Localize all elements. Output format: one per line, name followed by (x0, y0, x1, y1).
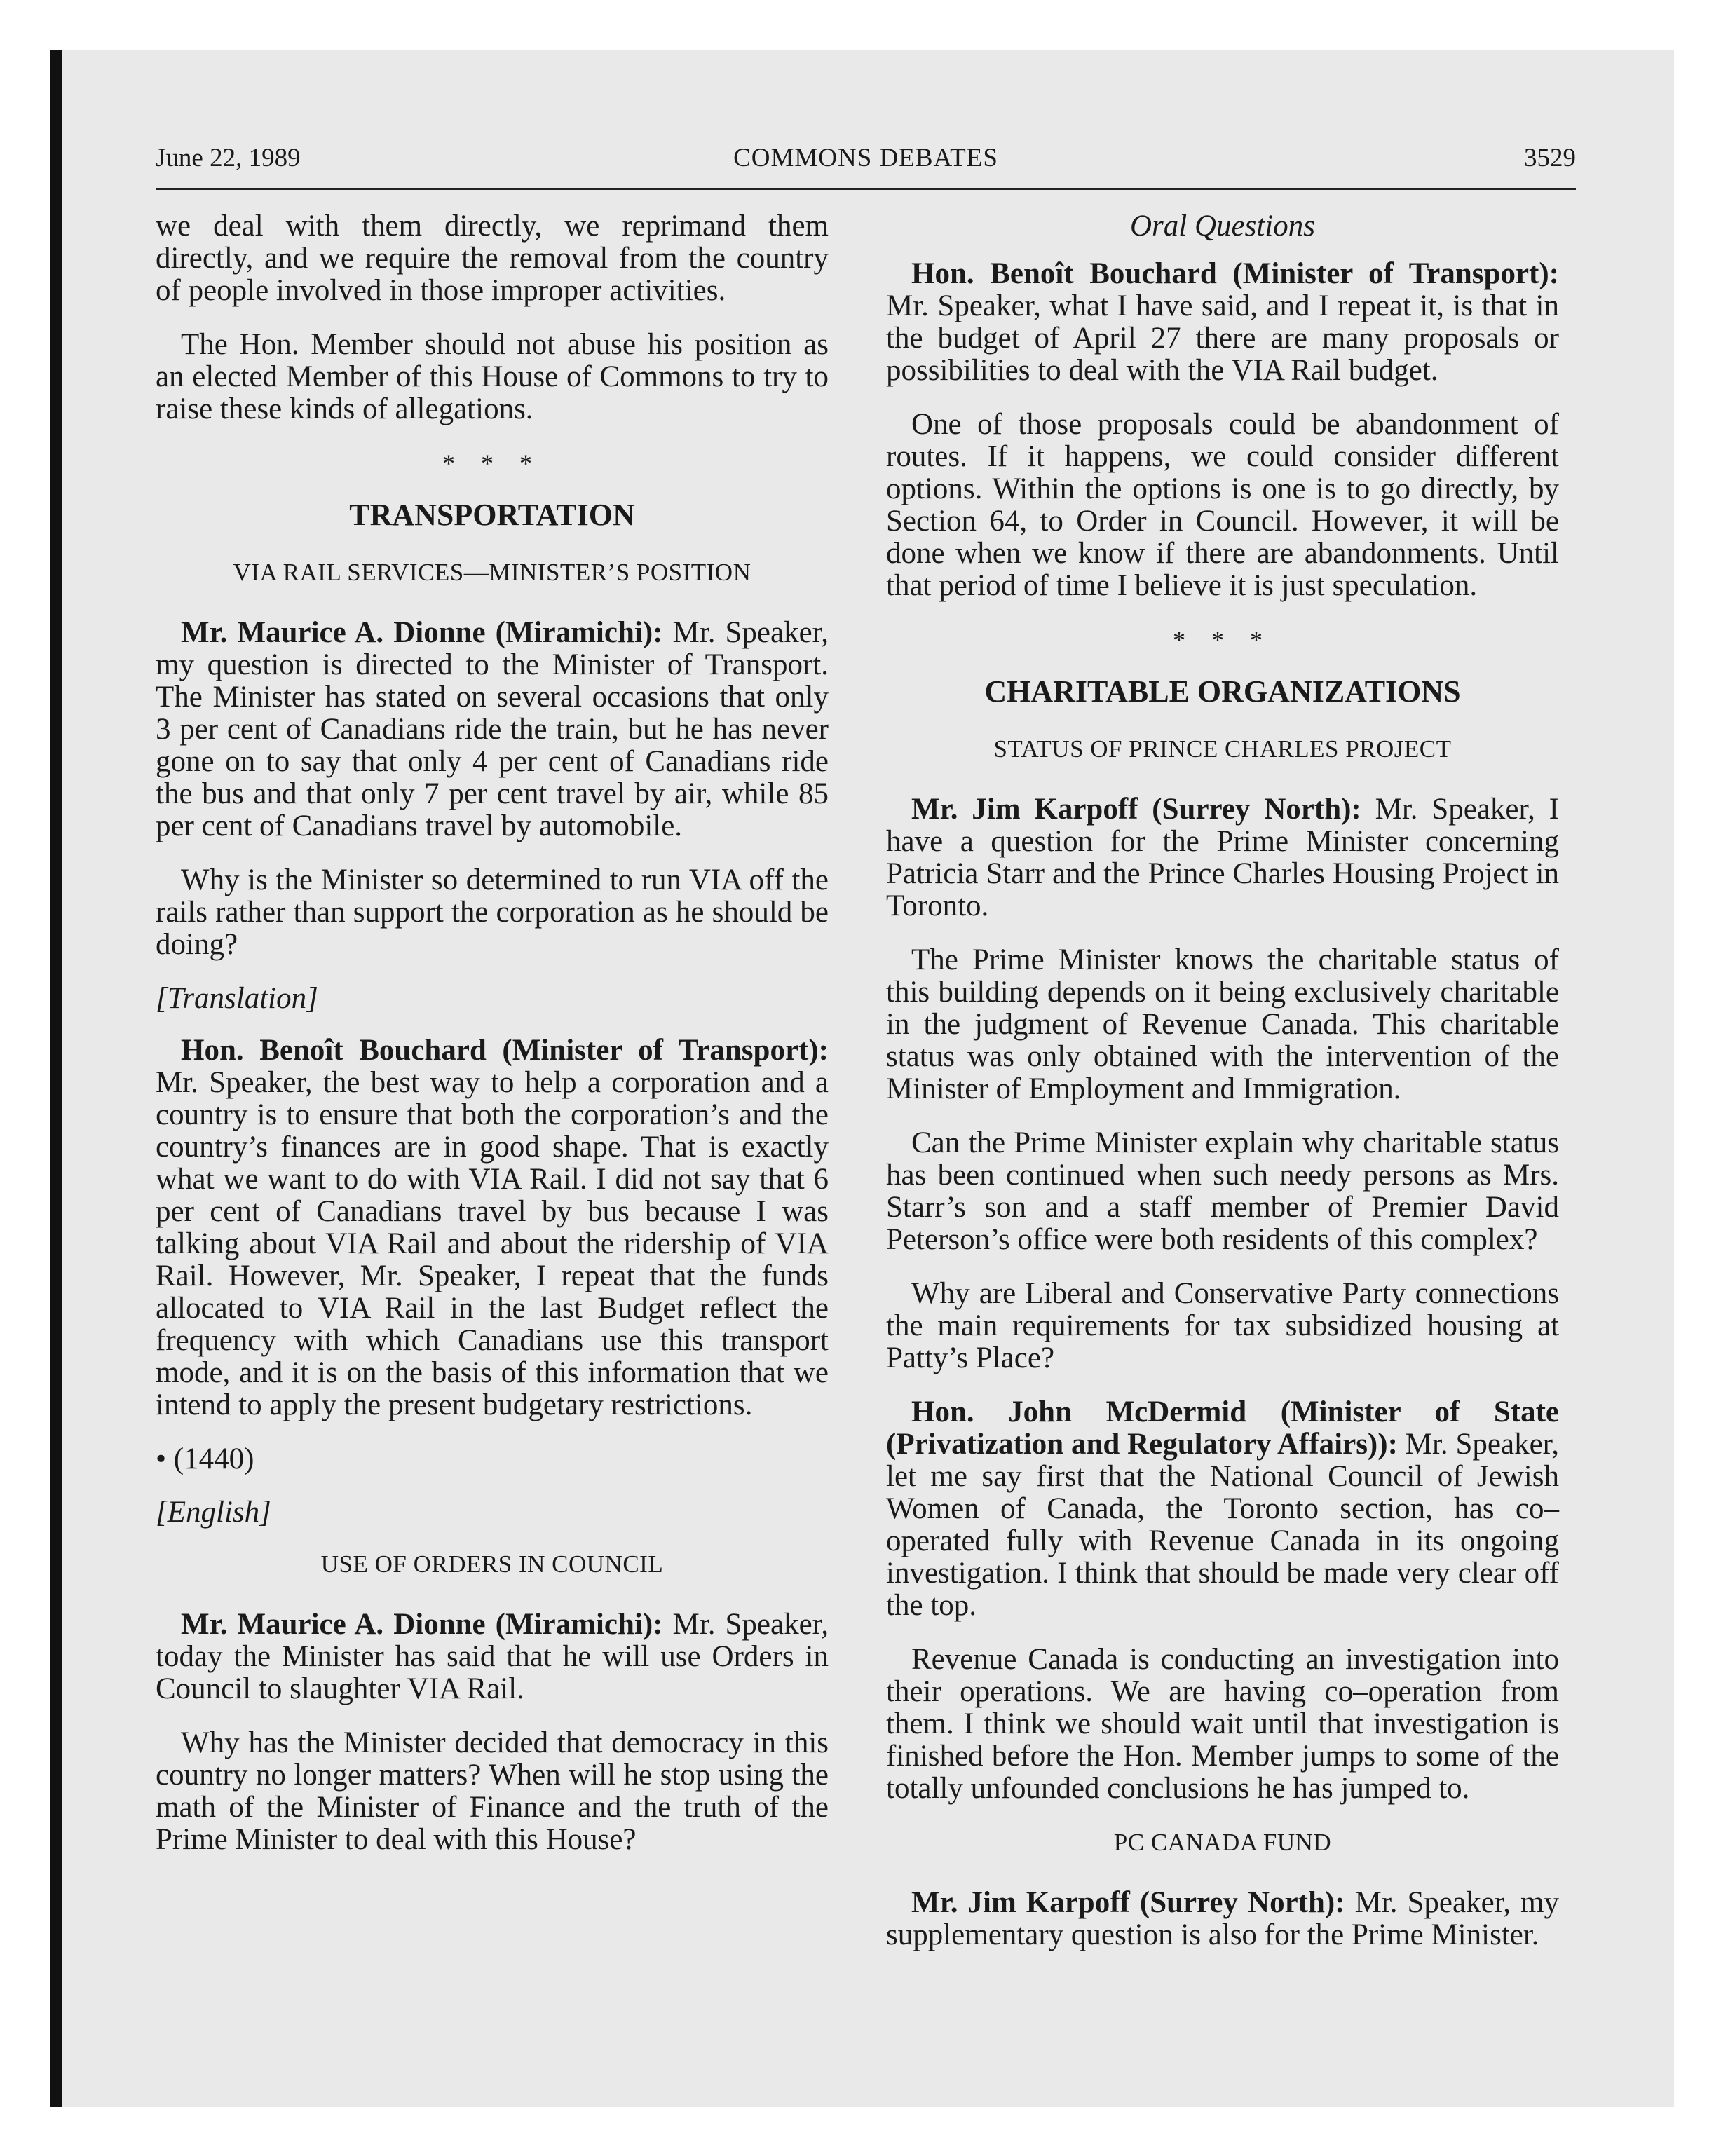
section-title: CHARITABLE ORGANIZATIONS (984, 674, 1461, 709)
section-separator: * * * (1173, 626, 1272, 654)
page-header (156, 143, 1576, 190)
paragraph: The Prime Minister knows the charitable status of this building depends on it being exclusively charitable in the judgment of Revenue Canada. This charitable status was only obtained with the intervention of the Minister of Employment and Immigration. (886, 943, 1559, 1105)
subheading: PC CANADA FUND (1113, 1829, 1332, 1856)
header-title: COMMONS DEBATES (733, 144, 998, 172)
speech-text: Mr. Speaker, the best way to help a corporation and a country is to ensure that both the corporation’s and the country’s finances are in good shape. That is exactly what we want to do with VIA Rail. I did not say that 6 per cent of Canadians travel by bus because I was talking about VIA Rail and about the ridership of VIA Rail. However, Mr. Speaker, I repeat that the funds allocated to VIA Rail in the last Budget reflect the frequency with which Canadians use this transport mode, and it is on the basis of this information that we intend to apply the present budgetary restrictions. (156, 1066, 829, 1421)
paragraph: Why has the Minister decided that democracy in this country no longer matters? When will he stop using the math of the Minister of Finance and the truth of the Prime Minister to deal with this House? (156, 1726, 829, 1856)
scan-edge (50, 50, 62, 2107)
section-separator: * * * (442, 449, 542, 477)
speech-paragraph (156, 1035, 829, 1421)
speaker-name: Mr. Jim Karpoff (Surrey North): (911, 793, 1361, 826)
time-marker: • (1440) (156, 1442, 254, 1475)
language-label: [English] (156, 1496, 271, 1529)
speaker-name: Mr. Maurice A. Dionne (Miramichi): (181, 616, 663, 649)
speaker-name: Hon. Benoît Bouchard (Minister of Transport): (181, 1034, 829, 1067)
paragraph: we deal with them directly, we reprimand them directly, and we require the removal from the country of people involved in those improper activities. (156, 210, 829, 307)
left-column (156, 210, 829, 1878)
speech-text: Mr. Speaker, my supplementary question is also for the Prime Minister. (886, 1886, 1559, 1951)
speech-text: Mr. Speaker, today the Minister has said that he will use Orders in Council to slaughter VIA Rail. (156, 1608, 829, 1705)
paragraph: One of those proposals could be abandonment of routes. If it happens, we could consider different options. Within the options is one is to go directly, by Section 64, to Order in Council. However, it will be done when we know if there are abandonments. Until that period of time I believe it is just speculation. (886, 408, 1559, 602)
subheading: STATUS OF PRINCE CHARLES PROJECT (993, 735, 1452, 763)
speaker-name: Mr. Maurice A. Dionne (Miramichi): (181, 1608, 663, 1641)
speech-paragraph (886, 1396, 1559, 1622)
speech-paragraph (156, 1609, 829, 1705)
right-column (886, 210, 1559, 1973)
paragraph: Why are Liberal and Conservative Party connections the main requirements for tax subsidized housing at Patty’s Place? (886, 1277, 1559, 1374)
header-page-number: 3529 (1524, 144, 1576, 172)
language-label: [Translation] (156, 982, 318, 1015)
speech-text: Mr. Speaker, I have a question for the Prime Minister concerning Patricia Starr and the Prince Charles Housing Project in Toronto. (886, 793, 1559, 922)
paragraph: Revenue Canada is conducting an investigation into their operations. We are having co–operation from them. I think we should wait until that investigation is finished before the Hon. Member jumps to some of the totally unfounded conclusions he has jumped to. (886, 1643, 1559, 1805)
paragraph: Why is the Minister so determined to run VIA off the rails rather than support the corporation as he should be doing? (156, 864, 829, 961)
speech-paragraph (886, 1887, 1559, 1951)
subheading: USE OF ORDERS IN COUNCIL (320, 1550, 664, 1578)
speaker-name: Mr. Jim Karpoff (Surrey North): (911, 1886, 1345, 1919)
paragraph: The Hon. Member should not abuse his position as an elected Member of this House of Commons to try to raise these kinds of allegations. (156, 328, 829, 425)
section-title: TRANSPORTATION (349, 498, 635, 532)
speaker-name: Hon. Benoît Bouchard (Minister of Transport): (911, 257, 1559, 290)
speech-text: Mr. Speaker, let me say first that the National Council of Jewish Women of Canada, the Toronto section, has co–operated fully with Revenue Canada in its ongoing investigation. I think that should be made very clear off the top. (886, 1428, 1559, 1622)
speech-paragraph (156, 617, 829, 842)
subheading: VIA RAIL SERVICES—MINISTER’S POSITION (233, 559, 751, 586)
speech-text: Mr. Speaker, my question is directed to the Minister of Transport. The Minister has stated on several occasions that only 3 per cent of Canadians ride the train, but he has never gone on to say that only 4 per cent of Canadians ride the bus and that only 7 per cent travel by air, while 85 per cent of Canadians travel by automobile. (156, 616, 829, 842)
speech-paragraph (886, 258, 1559, 387)
speech-paragraph (886, 793, 1559, 922)
speaker-name: Hon. John McDermid (Minister of State (Privatization and Regulatory Affairs)): (886, 1396, 1559, 1461)
running-head: Oral Questions (1130, 210, 1315, 243)
speech-text: Mr. Speaker, what I have said, and I repeat it, is that in the budget of April 27 there are many proposals or possibilities to deal with the VIA Rail budget. (886, 289, 1559, 387)
header-date: June 22, 1989 (156, 144, 301, 172)
paragraph: Can the Prime Minister explain why charitable status has been continued when such needy persons as Mrs. Starr’s son and a staff member of Premier David Peterson’s office were both residents of this complex? (886, 1126, 1559, 1256)
